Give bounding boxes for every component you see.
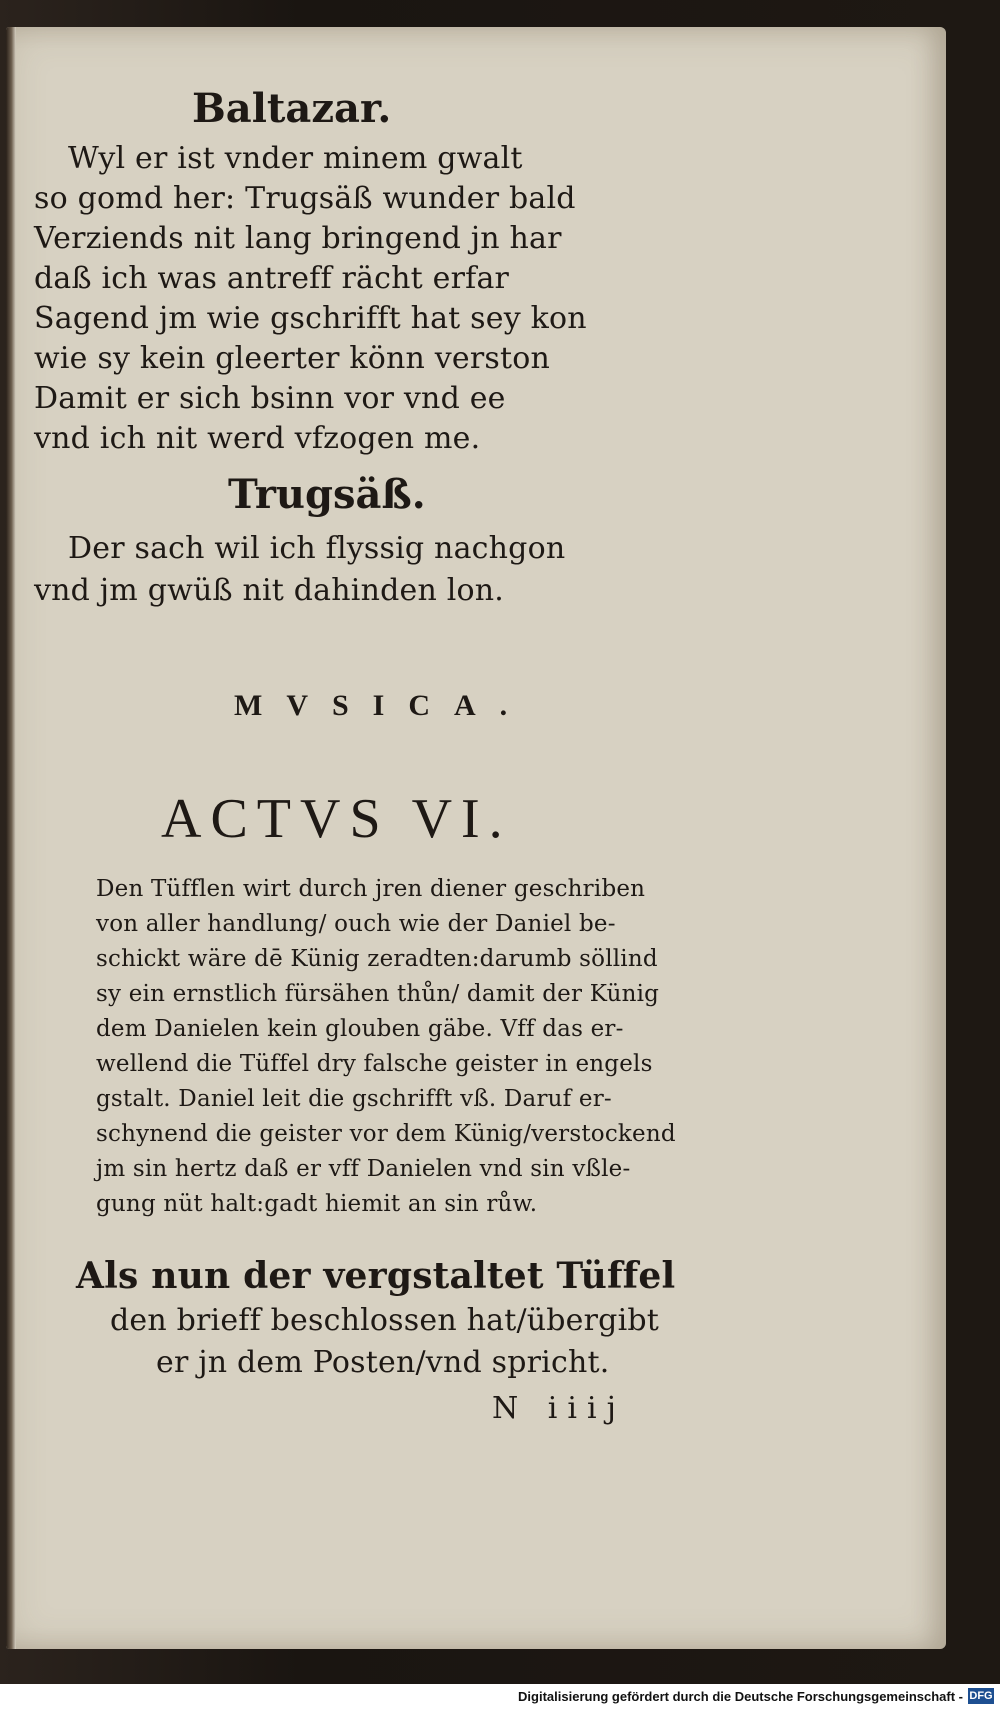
verse-line: Damit er sich bsinn vor vnd ee <box>34 381 506 416</box>
signature-mark: N iiij <box>492 1391 626 1426</box>
argument-line: gstalt. Daniel leit die gschrifft vß. Daruf er- <box>96 1086 612 1112</box>
verse-line: vnd jm gwüß nit dahinden lon. <box>34 573 505 608</box>
verse-line: wie sy kein gleerter könn verston <box>34 341 551 376</box>
musica-heading: MVSICA. <box>234 689 532 722</box>
argument-line: gung nüt halt:gadt hiemit an sin růw. <box>96 1191 538 1217</box>
argument-line: von aller handlung/ ouch wie der Daniel be- <box>96 911 616 937</box>
verse-line: so gomd her: Trugsäß wunder bald <box>34 181 576 216</box>
funding-credit: Digitalisierung gefördert durch die Deutsche Forschungsgemeinschaft - <box>518 1689 963 1704</box>
argument-line: jm sin hertz daß er vff Danielen vnd sin vßle- <box>96 1156 631 1182</box>
verse-line: vnd ich nit werd vfzogen me. <box>34 421 481 456</box>
verse-line: daß ich was antreff rächt erfar <box>34 261 510 296</box>
scene-direction-line: Als nun der vergstaltet Tüffel <box>76 1255 676 1297</box>
verse-line: Wyl er ist vnder minem gwalt <box>68 141 523 176</box>
verse-line: Sagend jm wie gschrifft hat sey kon <box>34 301 587 336</box>
footer-bar <box>0 1684 1000 1711</box>
argument-line: schickt wäre dē Künig zeradten:darumb söllind <box>96 946 658 972</box>
dfg-logo: DFG <box>969 1690 993 1702</box>
verse-line: Der sach wil ich flyssig nachgon <box>68 531 566 566</box>
argument-line: dem Danielen kein glouben gäbe. Vff das er- <box>96 1016 624 1042</box>
scene-direction-line: den brieff beschlossen hat/übergibt <box>110 1303 660 1338</box>
argument-line: sy ein ernstlich fürsähen thůn/ damit der Künig <box>96 981 660 1007</box>
argument-line: Den Tüfflen wirt durch jren diener geschriben <box>96 876 646 902</box>
book-page <box>6 27 946 1649</box>
speaker-heading-trugsass: Trugsäß. <box>228 471 426 518</box>
speaker-heading-baltazar: Baltazar. <box>192 85 392 132</box>
argument-line: schynend die geister vor dem Künig/verstockend <box>96 1121 676 1147</box>
verse-line: Verziends nit lang bringend jn har <box>34 221 562 256</box>
scene-direction-line: er jn dem Posten/vnd spricht. <box>156 1345 610 1380</box>
argument-line: wellend die Tüffel dry falsche geister in engels <box>96 1051 653 1077</box>
act-heading: ACTVS VI. <box>161 788 512 850</box>
